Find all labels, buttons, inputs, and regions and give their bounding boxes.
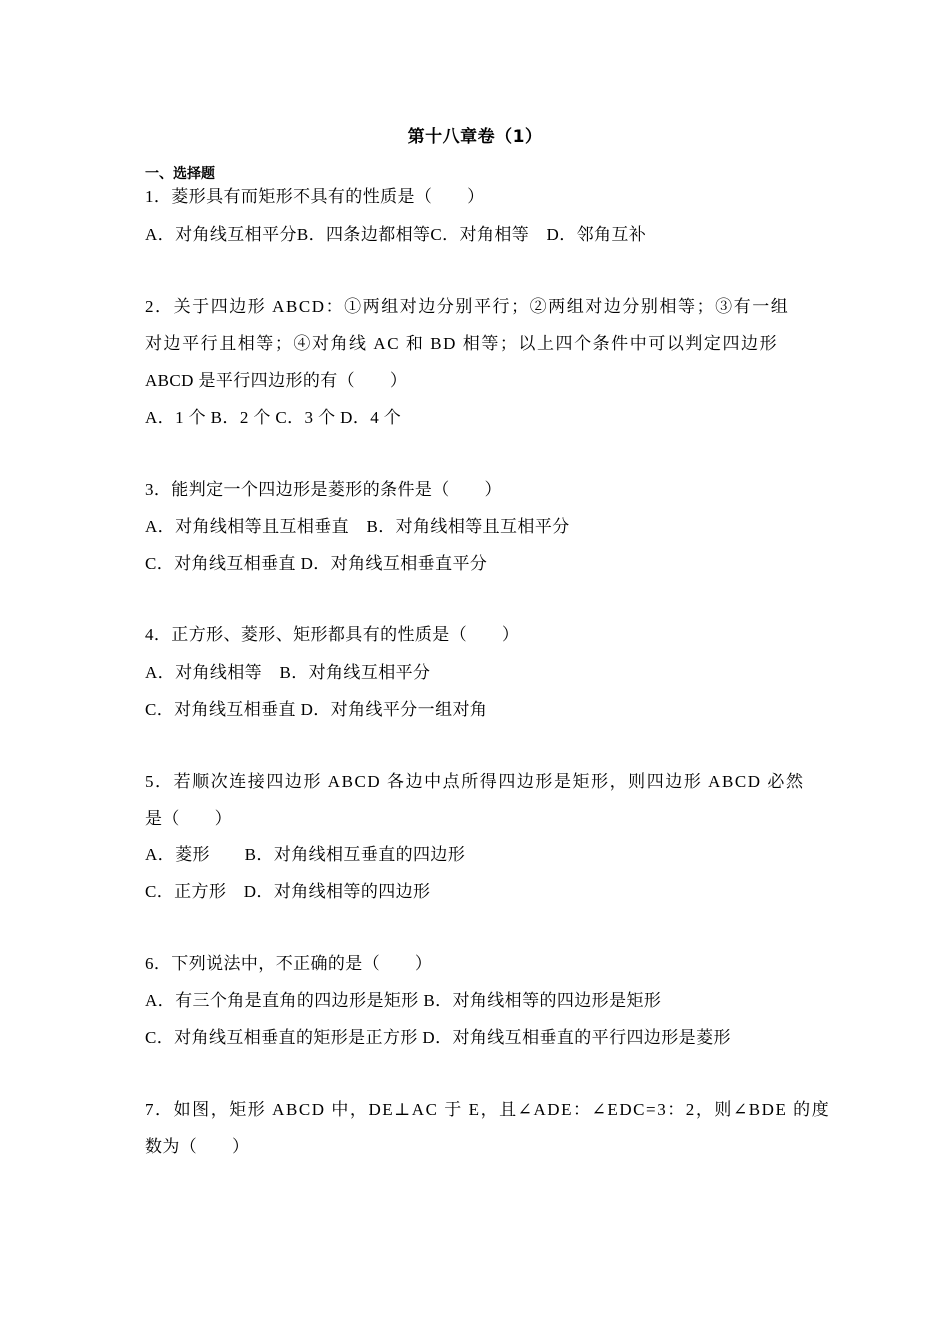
question-7-stem-line-2: 数为（ ） [145, 1137, 250, 1156]
question-1-options: A．对角线互相平分B．四条边都相等C．对角相等 D．邻角互补 [145, 225, 647, 244]
section-heading: 一、选择题 [145, 166, 215, 182]
question-6-options-line-1: A．有三个角是直角的四边形是矩形 B．对角线相等的四边形是矩形 [145, 991, 662, 1010]
question-5-options-line-2: C．正方形 D．对角线相等的四边形 [145, 882, 431, 901]
question-6-stem: 6．下列说法中，不正确的是（ ） [145, 954, 433, 973]
question-2-stem-line-2: 对边平行且相等；④对角线 AC 和 BD 相等；以上四个条件中可以判定四边形 [145, 334, 779, 353]
question-2-options: A．1 个 B．2 个 C．3 个 D．4 个 [145, 408, 402, 427]
question-3-options-line-2: C．对角线互相垂直 D．对角线互相垂直平分 [145, 554, 488, 573]
question-5-options-line-1: A．菱形 B．对角线相互垂直的四边形 [145, 845, 466, 864]
question-4-options-line-2: C．对角线互相垂直 D．对角线平分一组对角 [145, 700, 488, 719]
question-3-options-line-1: A．对角线相等且互相垂直 B．对角线相等且互相平分 [145, 517, 570, 536]
question-6-options-line-2: C．对角线互相垂直的矩形是正方形 D．对角线互相垂直的平行四边形是菱形 [145, 1028, 731, 1047]
question-3-stem: 3．能判定一个四边形是菱形的条件是（ ） [145, 480, 502, 499]
question-7-stem-line-1: 7．如图，矩形 ABCD 中，DE⊥AC 于 E，且∠ADE：∠EDC=3：2，则∠BDE 的度 [145, 1100, 831, 1119]
question-4-stem: 4．正方形、菱形、矩形都具有的性质是（ ） [145, 625, 520, 644]
page-title: 第十八章卷（1） [407, 127, 543, 147]
question-5-stem-line-2: 是（ ） [145, 809, 232, 828]
question-2-stem-line-3: ABCD 是平行四边形的有（ ） [145, 371, 408, 390]
question-1-stem: 1．菱形具有而矩形不具有的性质是（ ） [145, 187, 485, 206]
question-2-stem-line-1: 2．关于四边形 ABCD：①两组对边分别平行；②两组对边分别相等；③有一组 [145, 297, 790, 316]
question-4-options-line-1: A．对角线相等 B．对角线互相平分 [145, 663, 431, 682]
question-5-stem-line-1: 5．若顺次连接四边形 ABCD 各边中点所得四边形是矩形，则四边形 ABCD 必然 [145, 772, 805, 791]
